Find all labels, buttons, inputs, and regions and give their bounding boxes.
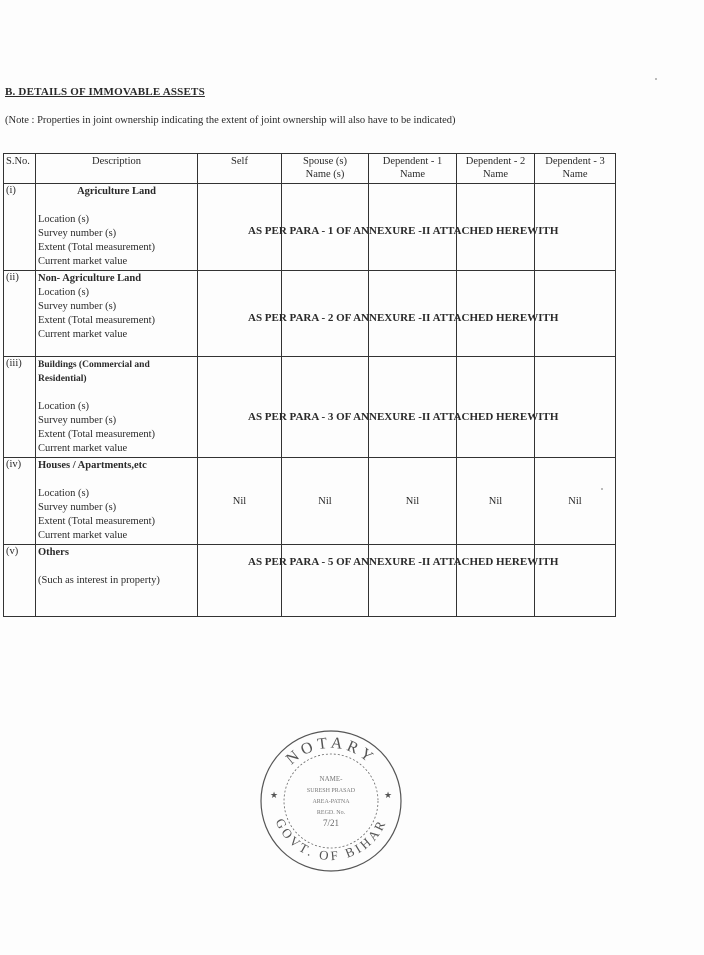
- row-title: Agriculture Land: [77, 186, 156, 197]
- header-dependent-3: Dependent - 3 Name: [535, 154, 616, 184]
- table-row: [4, 357, 616, 458]
- field-label: Extent (Total measurement): [38, 315, 156, 326]
- self-value: Nil: [198, 458, 282, 545]
- field-label: Extent (Total measurement): [38, 516, 156, 527]
- row-title: Buildings (Commercial and: [38, 360, 150, 370]
- immovable-assets-table: [3, 153, 616, 617]
- field-label: Current market value: [38, 530, 128, 541]
- annexure-note-2: AS PER PARA - 2 OF ANNEXURE -II ATTACHED HEREWITH: [248, 312, 559, 324]
- stamp-top-text: NOTARY: [283, 734, 379, 769]
- field-label: Current market value: [38, 443, 128, 454]
- row-title: Others: [38, 547, 69, 558]
- row-sno: (ii): [4, 271, 36, 357]
- stamp-bottom-text: GOVT. OF BIHAR: [272, 815, 390, 864]
- stamp-inner-text: AREA-PATNA: [312, 799, 350, 805]
- row-sno: (v): [4, 545, 36, 617]
- row-sno: (iv): [4, 458, 36, 545]
- row-description: [36, 357, 198, 458]
- notary-stamp: [256, 726, 406, 876]
- header-description: Description: [36, 154, 198, 184]
- dependent-2-value: Nil: [457, 458, 535, 545]
- header-self: Self: [198, 154, 282, 184]
- field-label: Extent (Total measurement): [38, 429, 156, 440]
- section-heading: B. DETAILS OF IMMOVABLE ASSETS: [5, 86, 205, 98]
- row-subtitle: (Such as interest in property): [38, 575, 160, 586]
- row-sno: (iii): [4, 357, 36, 458]
- spouse-value: Nil: [282, 458, 369, 545]
- header-spouse: Spouse (s) Name (s): [282, 154, 369, 184]
- row-title: Non- Agriculture Land: [38, 273, 142, 284]
- field-label: Current market value: [38, 256, 128, 267]
- row-title: Residential): [38, 374, 87, 384]
- field-label: Location (s): [38, 287, 90, 298]
- header-sno: S.No.: [4, 154, 36, 184]
- star-icon: ★: [384, 790, 393, 800]
- field-label: Survey number (s): [38, 502, 117, 513]
- header-dependent-1: Dependent - 1 Name: [369, 154, 457, 184]
- field-label: Location (s): [38, 488, 90, 499]
- annexure-note-3: AS PER PARA - 3 OF ANNEXURE -II ATTACHED HEREWITH: [248, 411, 559, 423]
- stamp-inner-text: NAME-: [319, 775, 343, 783]
- annexure-note-1: AS PER PARA - 1 OF ANNEXURE -II ATTACHED HEREWITH: [248, 225, 559, 237]
- row-description: [36, 184, 198, 271]
- field-label: Current market value: [38, 329, 128, 340]
- row-description: [36, 545, 198, 617]
- stamp-inner-text: 7/21: [322, 818, 340, 828]
- table-header-row: [4, 154, 616, 184]
- field-label: Extent (Total measurement): [38, 242, 156, 253]
- field-label: Survey number (s): [38, 301, 117, 312]
- stamp-inner-text: REGD. No.: [316, 810, 346, 816]
- field-label: Location (s): [38, 401, 90, 412]
- row-sno: (i): [4, 184, 36, 271]
- header-dependent-2: Dependent - 2 Name: [457, 154, 535, 184]
- field-label: Location (s): [38, 214, 90, 225]
- field-label: Survey number (s): [38, 228, 117, 239]
- table-row: [4, 458, 616, 545]
- dependent-1-value: Nil: [369, 458, 457, 545]
- star-icon: ★: [270, 790, 279, 800]
- section-note: (Note : Properties in joint ownership indicating the extent of joint ownership will also have to be indicated): [5, 115, 456, 126]
- row-description: [36, 271, 198, 357]
- row-title: Houses / Apartments,etc: [38, 460, 147, 471]
- row-description: [36, 458, 198, 545]
- field-label: Survey number (s): [38, 415, 117, 426]
- scan-speck: [655, 78, 657, 80]
- dependent-3-value: Nil: [535, 458, 616, 545]
- stamp-inner-text: SURESH PRASAD: [306, 788, 356, 794]
- scan-speck: [601, 488, 603, 490]
- annexure-note-5: AS PER PARA - 5 OF ANNEXURE -II ATTACHED HEREWITH: [248, 556, 559, 568]
